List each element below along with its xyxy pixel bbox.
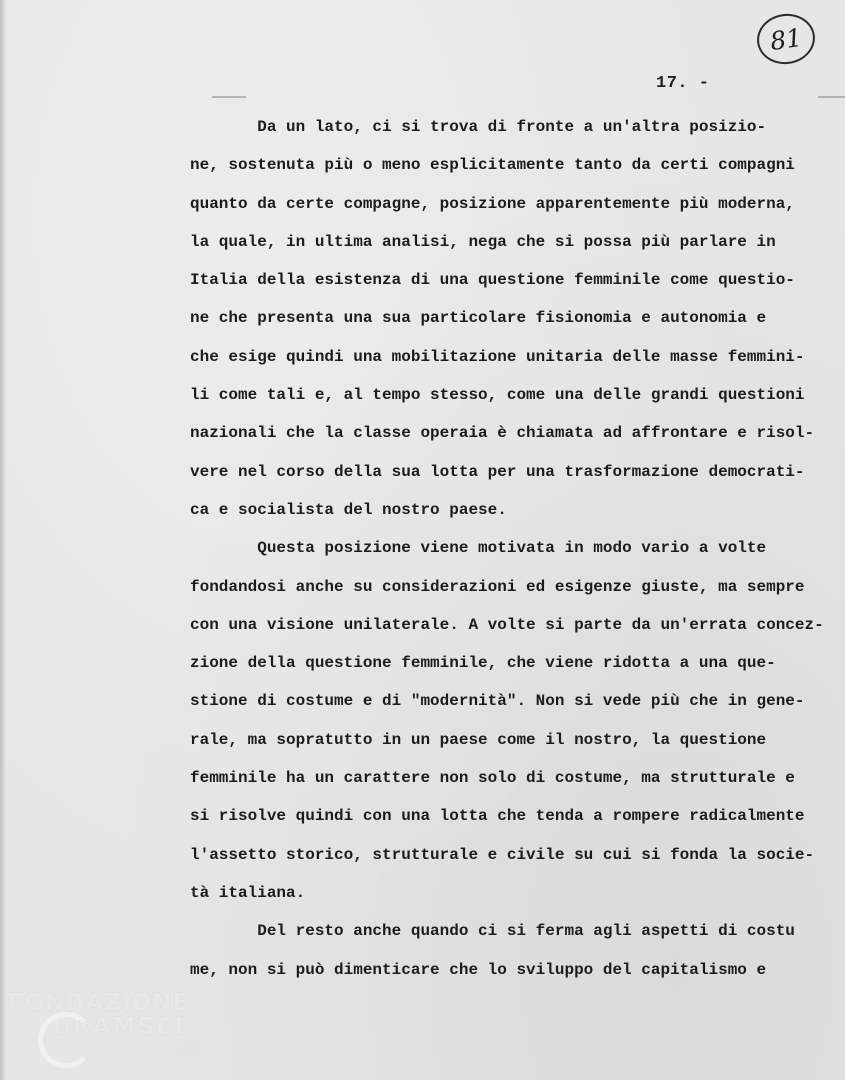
text-line: vere nel corso della sua lotta per una trasformazione democrati- bbox=[190, 462, 805, 481]
typewritten-text bbox=[190, 108, 840, 989]
page-edge-shadow bbox=[0, 0, 6, 1080]
text-line: fondandosi anche su considerazioni ed esigenze giuste, ma sempre bbox=[190, 577, 805, 596]
text-line: con una visione unilaterale. A volte si parte da un'errata concez- bbox=[190, 615, 824, 634]
text-line: tà italiana. bbox=[190, 883, 306, 902]
text-line: rale, ma sopratutto in un paese come il nostro, la questione bbox=[190, 730, 767, 749]
text-line: Del resto anche quando ci si ferma agli aspetti di costu bbox=[190, 922, 795, 941]
archive-page-number: 81 bbox=[754, 10, 818, 68]
text-line: l'assetto storico, strutturale e civile su cui si fonda la socie- bbox=[190, 845, 815, 864]
text-line: la quale, in ultima analisi, nega che si possa più parlare in bbox=[190, 232, 776, 251]
watermark-line-2: GRAMSCI bbox=[52, 1014, 186, 1040]
text-line: Italia della esistenza di una questione femminile come questio- bbox=[190, 271, 795, 290]
text-line: me, non si può dimenticare che lo sviluppo del capitalismo e bbox=[190, 960, 767, 979]
text-line: zione della questione femminile, che viene ridotta a una que- bbox=[190, 654, 776, 673]
paragraph bbox=[190, 529, 840, 912]
text-line: li come tali e, al tempo stesso, come una delle grandi questioni bbox=[190, 386, 805, 405]
text-line: nazionali che la classe operaia è chiamata ad affrontare e risol- bbox=[190, 424, 815, 443]
text-line: quanto da certe compagne, posizione apparentemente più moderna, bbox=[190, 194, 795, 213]
text-line: ne che presenta una sua particolare fisionomia e autonomia e bbox=[190, 309, 767, 328]
text-line: ne, sostenuta più o meno esplicitamente tanto da certi compagni bbox=[190, 156, 795, 175]
fondazione-gramsci-watermark bbox=[8, 990, 218, 1056]
text-line: femminile ha un carattere non solo di costume, ma strutturale e bbox=[190, 769, 795, 788]
text-line: Da un lato, ci si trova di fronte a un'altra posizio- bbox=[190, 118, 767, 136]
text-line: Questa posizione viene motivata in modo vario a volte bbox=[190, 539, 767, 558]
show-through-mark bbox=[818, 96, 845, 98]
watermark-line-1: FONDAZIONE bbox=[8, 990, 190, 1016]
gramsci-logo-icon bbox=[38, 1012, 94, 1068]
paragraph bbox=[190, 108, 840, 529]
show-through-mark bbox=[212, 96, 246, 98]
text-line: si risolve quindi con una lotta che tenda a rompere radicalmente bbox=[190, 807, 805, 826]
watermark-sub: onlus bbox=[170, 1046, 198, 1056]
page-number: 17. - bbox=[656, 74, 710, 93]
paragraph bbox=[190, 912, 840, 989]
text-line: ca e socialista del nostro paese. bbox=[190, 500, 507, 519]
text-line: che esige quindi una mobilitazione unitaria delle masse femmini- bbox=[190, 347, 805, 366]
text-line: stione di costume e di "modernità". Non si vede più che in gene- bbox=[190, 692, 805, 711]
